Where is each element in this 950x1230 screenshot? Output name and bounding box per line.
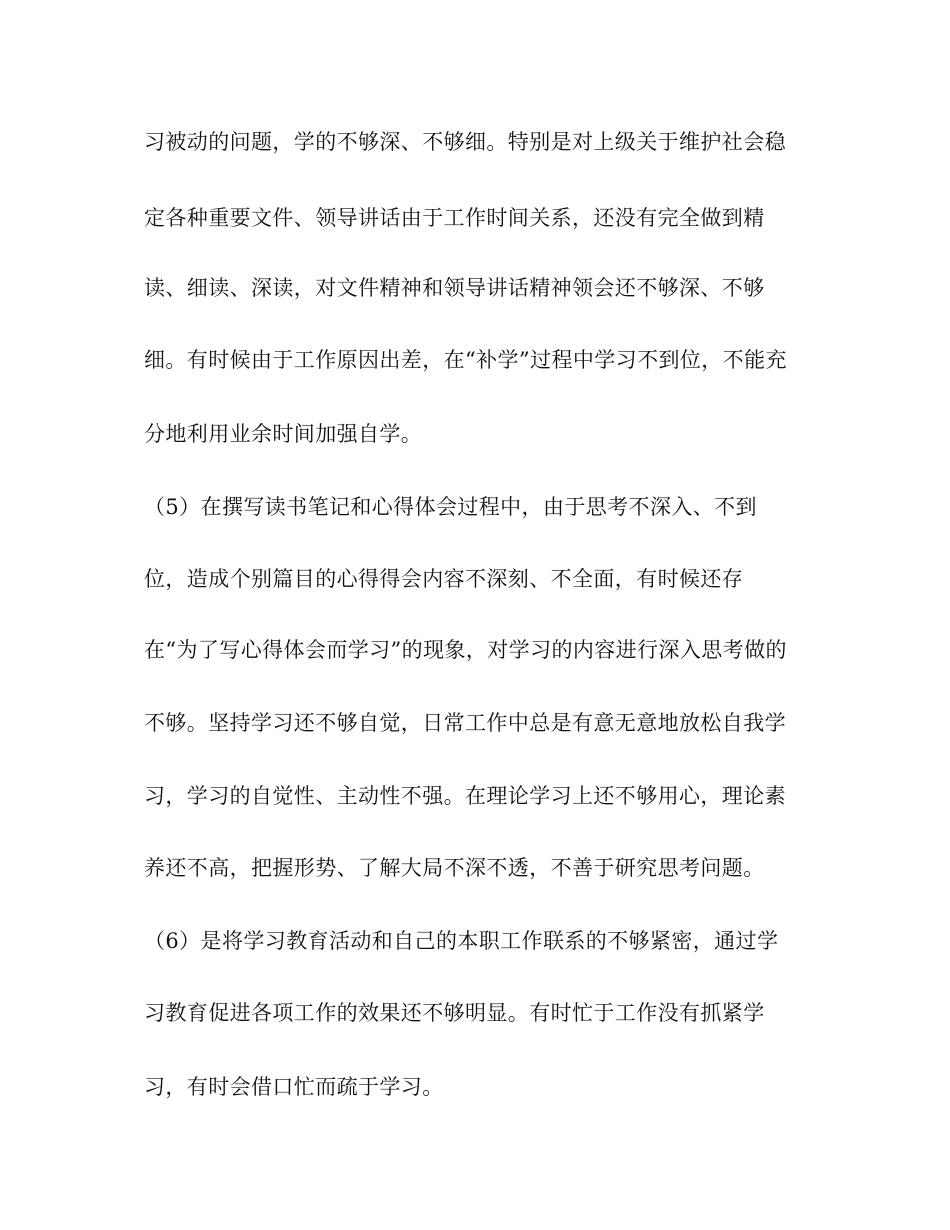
text-line-13: 习教育促进各项工作的效果还不够明显。有时忙于工作没有抓紧学 [144,1001,765,1025]
text-line-2: 定各种重要文件、领导讲话由于工作时间关系，还没有完全做到精 [144,206,765,230]
text-line-3: 读、细读、深读，对文件精神和领导讲话精神领会还不够深、不够 [144,276,765,300]
text-line-1: 习被动的问题，学的不够深、不够细。特别是对上级关于维护社会稳 [144,130,786,154]
text-line-11: 养还不高，把握形势、了解大局不深不透，不善于研究思考问题。 [144,856,765,880]
text-line-14: 习，有时会借口忙而疏于学习。 [144,1075,444,1099]
text-line-12: （6）是将学习教育活动和自己的本职工作联系的不够紧密，通过学 [144,929,779,953]
text-line-10: 习，学习的自觉性、主动性不强。在理论学习上还不够用心，理论素 [144,784,786,808]
text-line-9: 不够。坚持学习还不够自觉，日常工作中总是有意无意地放松自我学 [144,711,786,735]
text-line-4: 细。有时候由于工作原因出差，在“补学”过程中学习不到位，不能充 [144,348,787,372]
text-line-8: 在“为了写心得体会而学习”的现象，对学习的内容进行深入思考做的 [144,638,787,662]
text-line-7: 位，造成个别篇目的心得得会内容不深刻、不全面，有时候还存 [144,567,744,591]
text-line-5: 分地利用业余时间加强自学。 [144,422,423,446]
text-line-6: （5）在撰写读书笔记和心得体会过程中，由于思考不深入、不到 [144,495,757,519]
